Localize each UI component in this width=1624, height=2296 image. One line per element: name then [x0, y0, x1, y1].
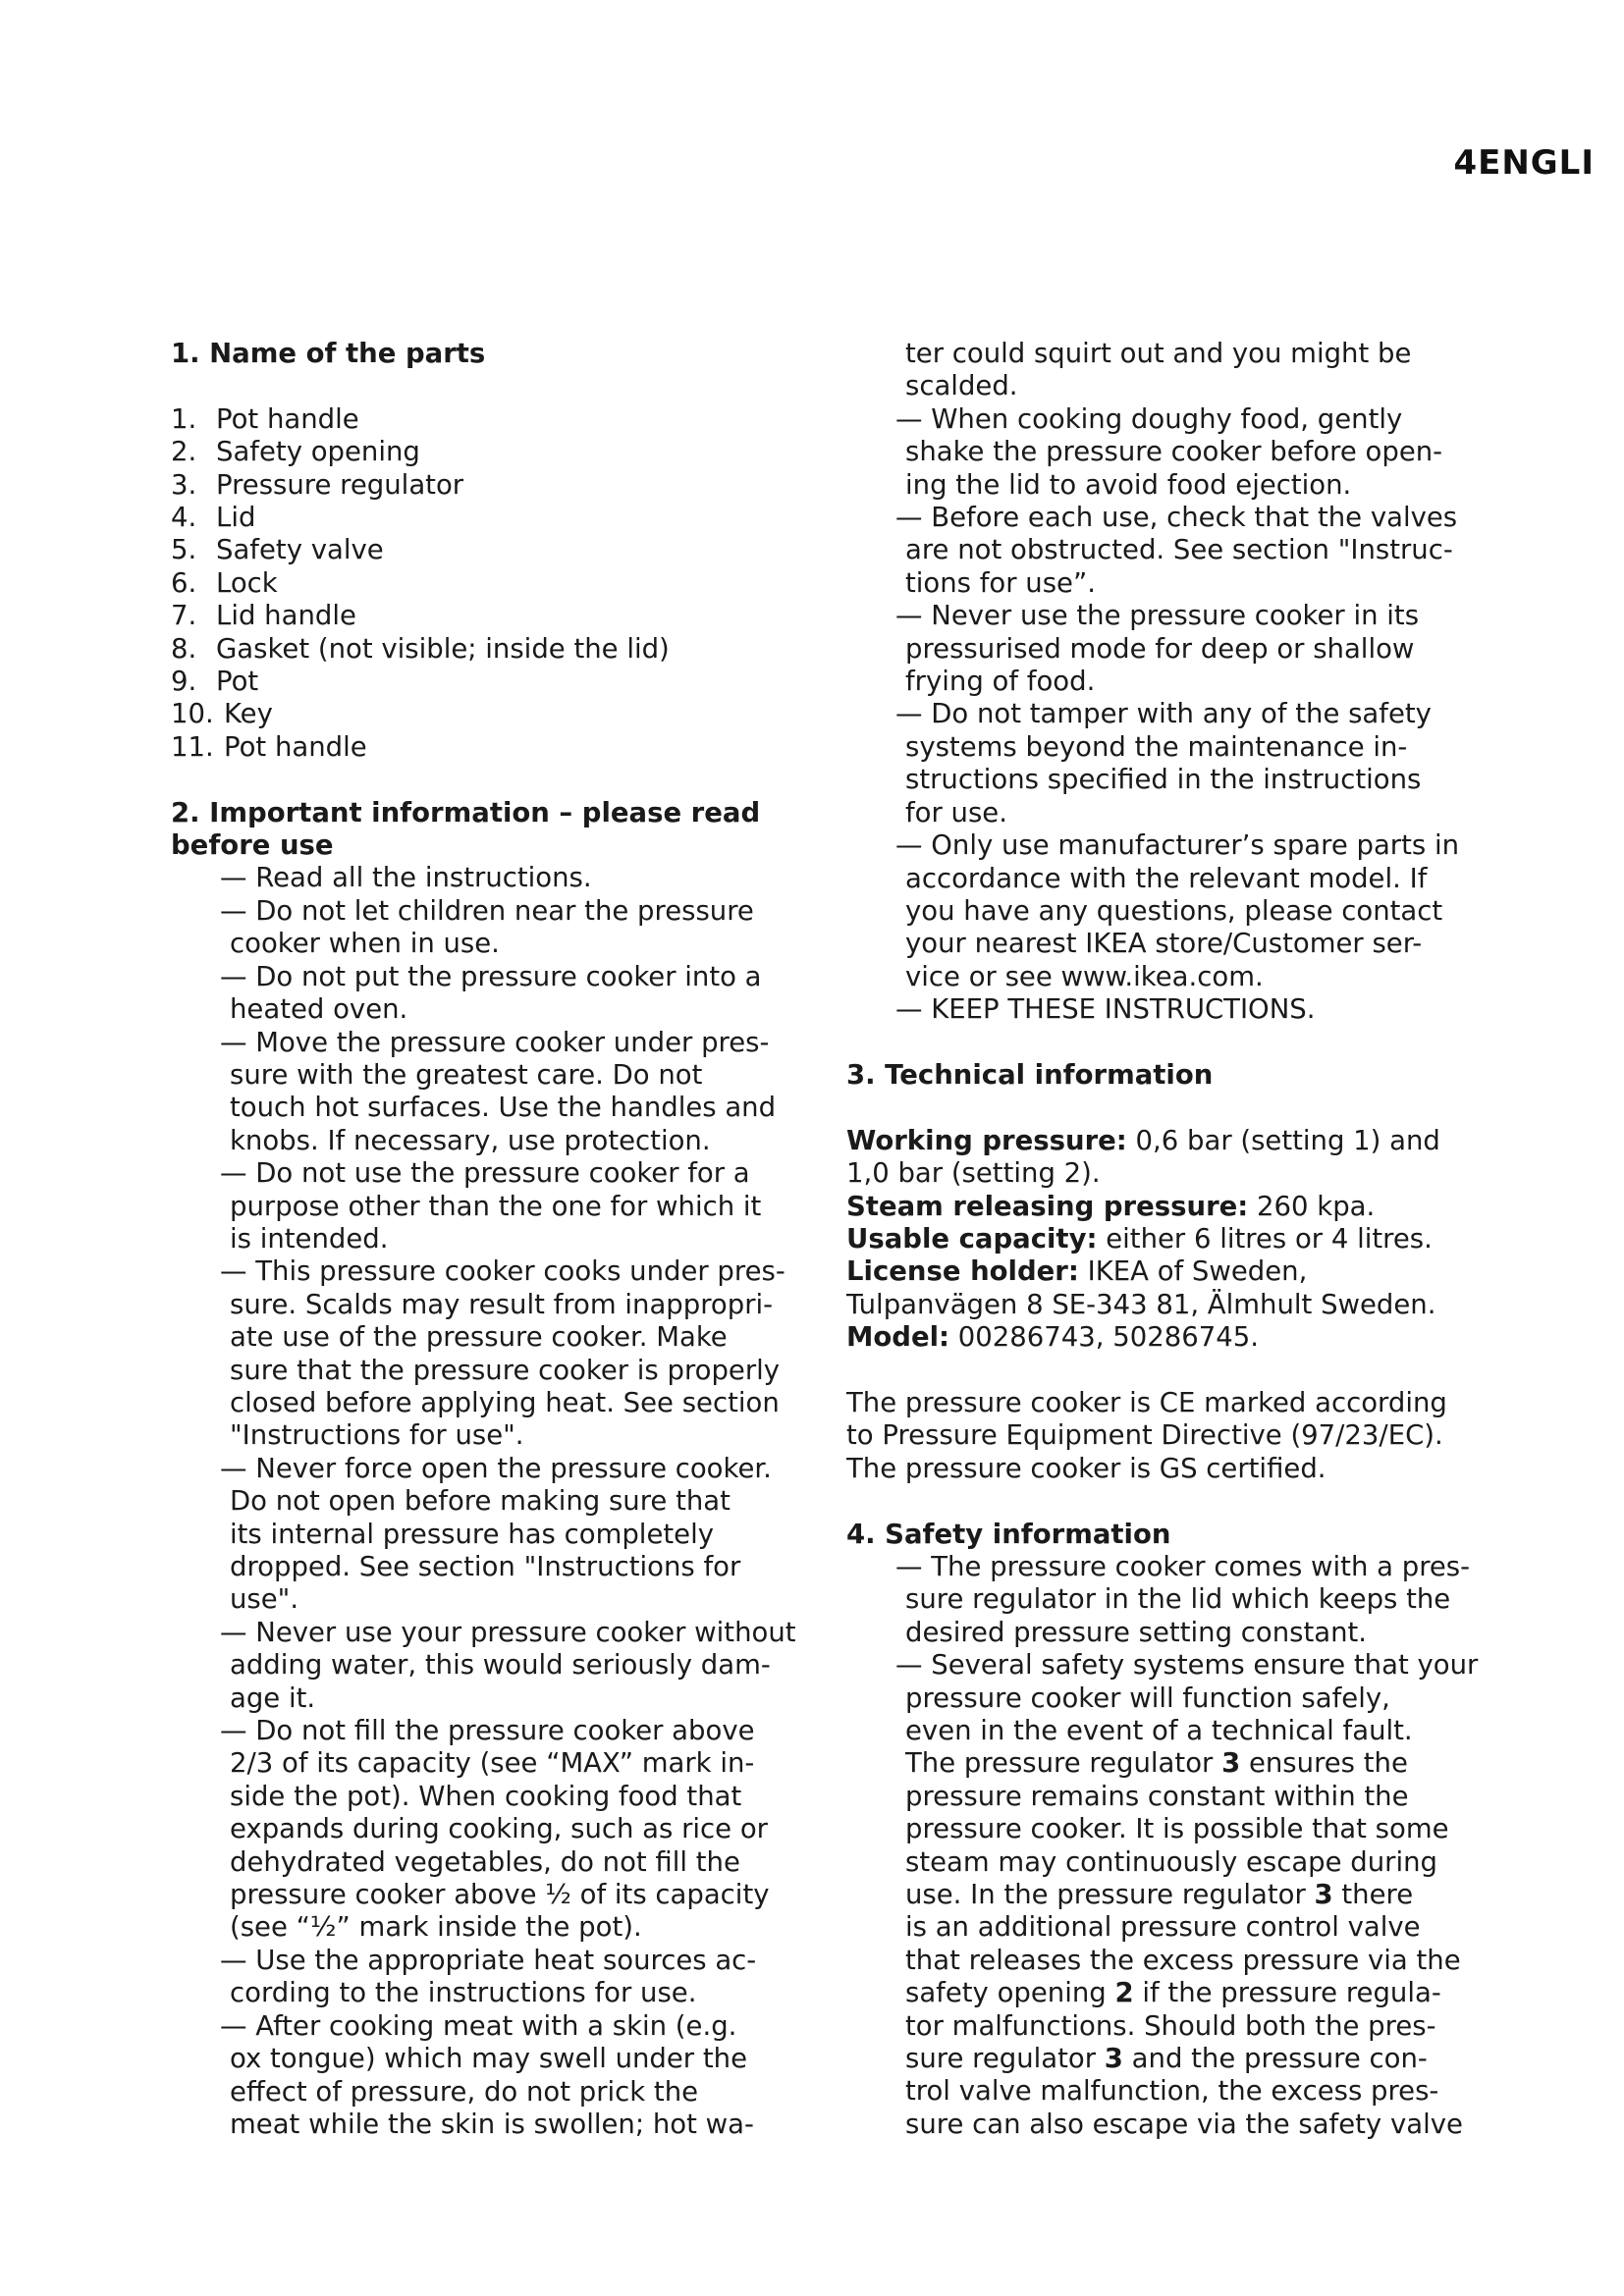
text-line: — Read all the instructions. [220, 862, 592, 894]
text-line: for use. [905, 796, 1007, 828]
text-line: — Only use manufacturer’s spare parts in [895, 829, 1460, 862]
text-line: closed before applying heat. See section [230, 1386, 780, 1418]
text-line: tor malfunctions. Should both the pres- [905, 2009, 1436, 2042]
text-line: — Before each use, check that the valves [895, 502, 1458, 534]
text-line: use". [230, 1583, 299, 1616]
text-line: meat while the skin is swollen; hot wa- [230, 2108, 754, 2140]
list-item: 2. Safety opening [171, 436, 420, 468]
text-line: tions for use”. [905, 566, 1096, 599]
text-line: frying of food. [905, 666, 1096, 698]
text-line: touch hot surfaces. Use the handles and [230, 1092, 777, 1124]
working-pressure-cont: 1,0 bar (setting 2). [846, 1157, 1101, 1190]
text-line: effect of pressure, do not prick the [230, 2075, 699, 2108]
text-line: The pressure regulator 3 ensures the [905, 1747, 1408, 1780]
text-line: heated oven. [230, 993, 408, 1026]
text-line: dropped. See section "Instructions for [230, 1551, 741, 1582]
technical-heading: 3. Technical information [846, 1058, 1214, 1091]
text-line: dehydrated vegetables, do not fill the [230, 1845, 740, 1878]
text-line: you have any questions, please contact [905, 894, 1443, 927]
list-item: 9. Pot [171, 666, 259, 698]
text-line: pressure cooker. It is possible that some [905, 1813, 1449, 1845]
text-line: that releases the excess pressure via the [905, 1944, 1461, 1976]
list-item: 7. Lid handle [171, 600, 356, 632]
text-line: — Use the appropriate heat sources ac- [220, 1944, 757, 1976]
text-line: vice or see www.ikea.com. [905, 960, 1264, 992]
text-line: safety opening 2 if the pressure regula- [905, 1977, 1441, 2009]
text-line: sure with the greatest care. Do not [230, 1058, 703, 1091]
text-line: — Do not put the pressure cooker into a [220, 960, 762, 992]
text-line: pressurised mode for deep or shallow [905, 632, 1415, 665]
text-line: (see “½” mark inside the pot). [230, 1911, 642, 1944]
text-line: systems beyond the maintenance in- [905, 730, 1408, 763]
text-line: — Never force open the pressure cooker. [220, 1452, 772, 1484]
list-item: 8. Gasket (not visible; inside the lid) [171, 632, 670, 665]
text-line: — Do not tamper with any of the safety [895, 698, 1432, 730]
text-line: — After cooking meat with a skin (e.g. [220, 2009, 737, 2042]
text-line: is an additional pressure control valve [905, 1911, 1421, 1944]
text-line: your nearest IKEA store/Customer ser- [905, 928, 1423, 960]
text-line: 2/3 of its capacity (see “MAX” mark in- [230, 1747, 755, 1780]
usable-capacity: Usable capacity: either 6 litres or 4 litres. [846, 1222, 1433, 1255]
text-line: steam may continuously escape during [905, 1845, 1438, 1878]
text-line: are not obstructed. See section "Instruc- [905, 534, 1453, 566]
list-item: 6. Lock [171, 566, 278, 599]
text-line: "Instructions for use". [230, 1419, 524, 1452]
important-body-continued [846, 338, 1475, 1027]
text-line: knobs. If necessary, use protection. [230, 1124, 711, 1156]
parts-heading: 1. Name of the parts [171, 338, 486, 369]
page-language-label: 4ENGLI [1453, 143, 1595, 183]
text-line: — Do not use the pressure cooker for a [220, 1157, 750, 1190]
text-line: shake the pressure cooker before open- [905, 436, 1443, 468]
text-line: — The pressure cooker comes with a pres- [895, 1550, 1471, 1582]
steam-pressure: Steam releasing pressure: 260 kpa. [846, 1190, 1376, 1222]
text-line: ing the lid to avoid food ejection. [905, 468, 1352, 501]
text-line: — Never use the pressure cooker in its [895, 600, 1420, 632]
text-line: pressure remains constant within the [905, 1780, 1409, 1812]
text-line: sure that the pressure cooker is properly [230, 1354, 781, 1386]
list-item: 3. Pressure regulator [171, 468, 464, 501]
text-line: its internal pressure has completely [230, 1518, 714, 1550]
text-line: Do not open before making sure that [230, 1485, 731, 1518]
left-column [171, 338, 799, 2141]
text-line: use. In the pressure regulator 3 there [905, 1879, 1414, 1911]
technical-body [846, 1125, 1475, 1485]
text-line: The pressure cooker is GS certified. [846, 1452, 1326, 1484]
text-line: — When cooking doughy food, gently [895, 402, 1403, 435]
text-line: — This pressure cooker cooks under pres- [220, 1255, 785, 1288]
text-line: side the pot). When cooking food that [230, 1780, 742, 1812]
text-line: sure can also escape via the safety valve [905, 2108, 1463, 2140]
important-heading: 2. Important information – please read [171, 796, 761, 828]
text-line: — Several safety systems ensure that your [895, 1649, 1479, 1682]
text-line: ter could squirt out and you might be [905, 338, 1412, 369]
text-line: pressure cooker above ½ of its capacity [230, 1879, 770, 1911]
text-line: trol valve malfunction, the excess pres- [905, 2075, 1439, 2108]
text-line: sure. Scalds may result from inappropri- [230, 1288, 774, 1320]
text-line: — Never use your pressure cooker without [220, 1616, 796, 1648]
text-line: is intended. [230, 1222, 389, 1255]
text-line: accordance with the relevant model. If [905, 862, 1428, 894]
parts-list [171, 403, 799, 764]
text-line: structions specified in the instructions [905, 764, 1422, 796]
text-line: cording to the instructions for use. [230, 1977, 697, 2009]
text-line: purpose other than the one for which it [230, 1190, 762, 1222]
safety-heading: 4. Safety information [846, 1518, 1171, 1550]
list-item: 4. Lid [171, 502, 256, 534]
text-line: ox tongue) which may swell under the [230, 2043, 747, 2075]
text-line: cooker when in use. [230, 928, 500, 960]
text-line: even in the event of a technical fault. [905, 1715, 1413, 1746]
text-line: — Move the pressure cooker under pres- [220, 1026, 770, 1058]
text-line: desired pressure setting constant. [905, 1616, 1368, 1648]
list-item: 10. Key [171, 698, 273, 730]
text-line: — Do not fill the pressure cooker above [220, 1715, 755, 1747]
text-line: pressure cooker will function safely, [905, 1682, 1390, 1714]
working-pressure: Working pressure: 0,6 bar (setting 1) and [846, 1124, 1440, 1156]
text-line: age it. [230, 1682, 316, 1714]
list-item: 11. Pot handle [171, 730, 367, 763]
text-line: — KEEP THESE INSTRUCTIONS. [895, 993, 1316, 1026]
important-body [171, 862, 799, 2141]
right-column [846, 338, 1479, 2141]
text-line: — Do not let children near the pressure [220, 894, 754, 927]
text-line: sure regulator in the lid which keeps the [905, 1583, 1451, 1616]
text-line: scalded. [905, 370, 1018, 402]
text-line: to Pressure Equipment Directive (97/23/EC). [846, 1419, 1443, 1452]
text-line: The pressure cooker is CE marked according [846, 1386, 1447, 1418]
list-item: 1. Pot handle [171, 402, 359, 435]
list-item: 5. Safety valve [171, 534, 384, 566]
important-heading-cont: before use [171, 829, 334, 862]
text-line: expands during cooking, such as rice or [230, 1813, 768, 1845]
text-line: ate use of the pressure cooker. Make [230, 1321, 728, 1354]
safety-body [846, 1550, 1479, 2141]
license-address: Tulpanvägen 8 SE-343 81, Älmhult Sweden. [846, 1288, 1436, 1320]
text-line: sure regulator 3 and the pressure con- [905, 2043, 1428, 2075]
license-holder: License holder: IKEA of Sweden, [846, 1255, 1308, 1288]
model-numbers: Model: 00286743, 50286745. [846, 1321, 1259, 1354]
text-line: adding water, this would seriously dam- [230, 1649, 771, 1682]
